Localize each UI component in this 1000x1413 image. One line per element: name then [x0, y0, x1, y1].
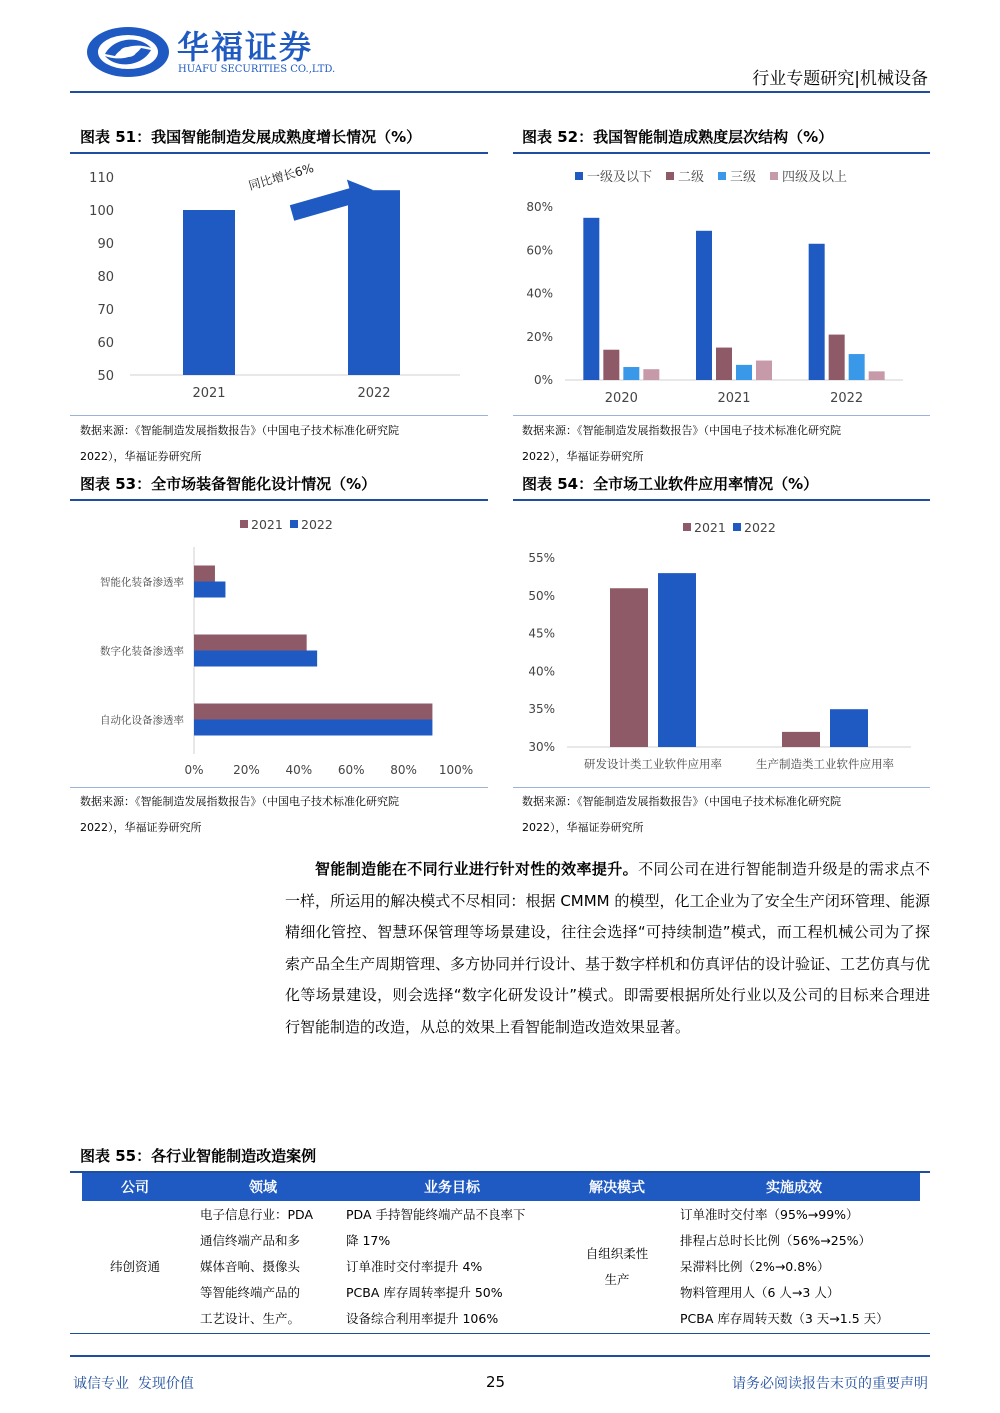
y-tick-label: 20% [526, 329, 553, 344]
fig52-bottom-rule [513, 415, 930, 416]
domain-line: 电子信息行业：PDA [200, 1207, 313, 1222]
domain-line: 通信终端产品和多 [200, 1233, 301, 1248]
y-tick-label: 70 [97, 303, 114, 318]
fig52-title: 图表 52：我国智能制造成熟度层次结构（%） [522, 128, 834, 146]
header-rule [70, 91, 930, 93]
table55-header-company: 公司 [82, 1173, 188, 1201]
domain-line: 等智能终端产品的 [200, 1285, 301, 1300]
logo-emblem-icon [85, 24, 171, 80]
y-tick-label: 80 [97, 270, 114, 285]
legend-label: 一级及以下 [587, 170, 653, 185]
bar-2020-四级及以上 [643, 369, 659, 380]
bar-生产制造类工业软件应用率-2021 [782, 732, 820, 747]
table55-header-row [82, 1173, 920, 1201]
table55 [82, 1173, 920, 1333]
y-tick-label: 55% [528, 551, 555, 565]
table55-mode [566, 1201, 668, 1333]
table55-bottom-rule [70, 1333, 930, 1334]
fig51-chart [70, 155, 488, 410]
fig54-chart [513, 502, 930, 787]
goal-line: PCBA 库存周转率提升 50% [346, 1285, 503, 1300]
fig53-source-line1: 数据来源：《智能制造发展指数报告》（中国电子技术标准化研究院 [80, 795, 399, 808]
result-line: 订单准时交付率（95%→99%） [680, 1207, 859, 1222]
bar-智能化装备渗透率-2021 [194, 566, 215, 582]
bar-2022-一级及以下 [809, 244, 825, 380]
table55-title: 图表 55：各行业智能制造改造案例 [80, 1147, 317, 1165]
x-tick-label: 2020 [604, 391, 638, 406]
legend-label: 四级及以上 [782, 170, 848, 185]
fig51-top-rule [70, 152, 488, 154]
bar-2021-三级 [736, 365, 752, 380]
table55-goal [338, 1201, 566, 1333]
table55-domain [188, 1201, 338, 1333]
bar-2021-四级及以上 [756, 361, 772, 380]
fig52-source-line1: 数据来源：《智能制造发展指数报告》（中国电子技术标准化研究院 [522, 424, 841, 437]
y-tick-label: 40% [528, 664, 555, 679]
fig51-source-line1: 数据来源：《智能制造发展指数报告》（中国电子技术标准化研究院 [80, 424, 399, 437]
table55-header-goal: 业务目标 [338, 1173, 566, 1201]
legend-label: 2022 [301, 517, 333, 532]
fig53-source [80, 789, 399, 841]
goal-line: 降 17% [346, 1233, 391, 1248]
goal-line: PDA 手持智能终端产品不良率下 [346, 1207, 526, 1222]
x-tick-label: 2021 [192, 386, 226, 401]
fig53-chart [70, 502, 488, 787]
fig52-source [522, 418, 841, 470]
bar-2022 [348, 190, 400, 375]
legend-label: 三级 [730, 170, 757, 185]
y-tick-label: 智能化装备渗透率 [100, 576, 184, 589]
body-content: 不同公司在进行智能制造升级是的需求点不一样，所运用的解决模式不尽相同：根据 CMMM 的模型，化工企业为了安全生产闭环管理、能源精细化管控、智慧环保管理等场景建设，往往会选择“可持续制造”模式，而工程机械公司为了探索产品全生产周期管理、多方协同并行设计、基于数字样机和仿真评估的设计验证、工艺仿真与优化等场景建设，则会选择“数字化研发设计”模式。即需要根据所处行业以及公司的目标来合理进行智能制造的改造，从总的效果上看智能制造改造效果显著。 [285, 860, 931, 1036]
fig54-top-rule [513, 499, 930, 501]
legend-label: 2021 [694, 520, 726, 535]
footer-slogan: 诚信专业 发现价值 [73, 1376, 194, 1392]
logo-cn-text: 华福证券 [177, 28, 314, 66]
bar-数字化装备渗透率-2021 [194, 635, 307, 651]
company-logo [85, 22, 345, 82]
fig52-source-line2: 2022），华福证券研究所 [522, 450, 644, 463]
y-tick-label: 80% [526, 200, 553, 214]
report-category: 行业专题研究|机械设备 [752, 69, 928, 89]
legend-swatch [290, 520, 298, 528]
fig51-source [80, 418, 399, 470]
table55-result [668, 1201, 920, 1333]
fig53-top-rule [70, 499, 488, 501]
y-tick-label: 0% [533, 373, 553, 387]
y-tick-label: 110 [89, 171, 114, 186]
fig54-source-line2: 2022），华福证券研究所 [522, 821, 644, 834]
x-tick-label: 2021 [717, 391, 751, 406]
mode-line: 自组织柔性 [585, 1246, 649, 1261]
bar-自动化设备渗透率-2022 [194, 720, 432, 736]
fig51-source-line2: 2022），华福证券研究所 [80, 450, 202, 463]
page-number: 25 [486, 1373, 506, 1391]
legend-label: 二级 [678, 170, 705, 185]
x-tick-label: 80% [390, 763, 417, 777]
y-tick-label: 90 [97, 237, 114, 252]
table55-header-result: 实施成效 [668, 1173, 920, 1201]
fig53-title: 图表 53：全市场装备智能化设计情况（%） [80, 475, 377, 493]
y-tick-label: 数字化装备渗透率 [100, 645, 184, 658]
x-tick-label: 2022 [830, 391, 864, 406]
bar-2022-四级及以上 [869, 371, 885, 380]
table55-header-domain: 领域 [188, 1173, 338, 1201]
y-tick-label: 50 [97, 369, 114, 384]
footer-disclaimer: 请务必阅读报告末页的重要声明 [732, 1376, 928, 1392]
bar-研发设计类工业软件应用率-2021 [610, 588, 648, 747]
y-tick-label: 45% [528, 626, 555, 641]
bar-2022-三级 [849, 354, 865, 380]
bar-智能化装备渗透率-2022 [194, 582, 225, 598]
fig52-top-rule [513, 152, 930, 154]
legend-swatch [240, 520, 248, 528]
body-lead: 智能制造能在不同行业进行针对性的效率提升。 [315, 860, 639, 878]
legend-swatch [733, 523, 741, 531]
bar-2020-一级及以下 [583, 218, 599, 380]
fig53-bottom-rule [70, 787, 488, 788]
result-line: PCBA 库存周转天数（3 天→1.5 天） [680, 1311, 889, 1326]
x-tick-label: 生产制造类工业软件应用率 [756, 757, 894, 771]
result-line: 物料管理用人（6 人→3 人） [680, 1285, 840, 1300]
x-tick-label: 100% [438, 763, 474, 777]
body-paragraph [285, 854, 930, 1043]
mode-line: 生产 [604, 1272, 630, 1287]
legend-label: 2021 [251, 517, 283, 532]
legend-swatch [770, 172, 778, 180]
footer-rule [70, 1355, 930, 1357]
y-tick-label: 50% [528, 588, 555, 603]
legend-label: 2022 [744, 520, 776, 535]
x-tick-label: 20% [233, 763, 260, 777]
bar-2021-二级 [716, 348, 732, 380]
goal-line: 订单准时交付率提升 4% [346, 1259, 483, 1274]
y-tick-label: 100 [89, 204, 114, 219]
bar-2020-二级 [603, 350, 619, 380]
x-tick-label: 60% [337, 763, 365, 777]
bar-2021 [183, 210, 235, 375]
fig54-title: 图表 54：全市场工业软件应用率情况（%） [522, 475, 819, 493]
y-tick-label: 60 [97, 336, 114, 351]
bar-2020-三级 [623, 367, 639, 380]
y-tick-label: 60% [526, 243, 553, 258]
domain-line: 工艺设计、生产。 [200, 1311, 301, 1326]
legend-swatch [718, 172, 726, 180]
y-tick-label: 40% [526, 286, 553, 301]
bar-2022-二级 [829, 335, 845, 380]
goal-line: 设备综合利用率提升 106% [346, 1311, 499, 1326]
x-tick-label: 研发设计类工业软件应用率 [584, 757, 722, 771]
growth-annotation: 同比增长6% [246, 160, 316, 193]
fig51-bottom-rule [70, 415, 488, 416]
y-tick-label: 自动化设备渗透率 [100, 714, 184, 727]
y-tick-label: 30% [528, 740, 555, 754]
fig54-bottom-rule [513, 787, 930, 788]
result-line: 呆滞料比例（2%→0.8%） [680, 1259, 830, 1274]
x-tick-label: 40% [285, 763, 313, 777]
logo-en-text: HUAFU SECURITIES CO.,LTD. [178, 64, 336, 75]
table55-company: 纬创资通 [109, 1259, 160, 1274]
fig51-title: 图表 51：我国智能制造发展成熟度增长情况（%） [80, 128, 422, 146]
table-row [82, 1201, 920, 1333]
legend-swatch [683, 523, 691, 531]
y-tick-label: 35% [528, 702, 555, 717]
fig54-source [522, 789, 841, 841]
result-line: 排程占总时长比例（56%→25%） [680, 1233, 872, 1248]
fig54-source-line1: 数据来源：《智能制造发展指数报告》（中国电子技术标准化研究院 [522, 795, 841, 808]
bar-2021-一级及以下 [696, 231, 712, 380]
fig53-source-line2: 2022），华福证券研究所 [80, 821, 202, 834]
bar-研发设计类工业软件应用率-2022 [658, 573, 696, 747]
table55-header-mode: 解决模式 [566, 1173, 668, 1201]
fig52-chart [513, 155, 930, 410]
x-tick-label: 0% [184, 763, 204, 777]
bar-生产制造类工业软件应用率-2022 [830, 709, 868, 747]
legend-swatch [575, 172, 583, 180]
x-tick-label: 2022 [357, 386, 391, 401]
domain-line: 媒体音响、摄像头 [200, 1259, 301, 1274]
legend-swatch [666, 172, 674, 180]
bar-数字化装备渗透率-2022 [194, 651, 317, 667]
bar-自动化设备渗透率-2021 [194, 704, 432, 720]
